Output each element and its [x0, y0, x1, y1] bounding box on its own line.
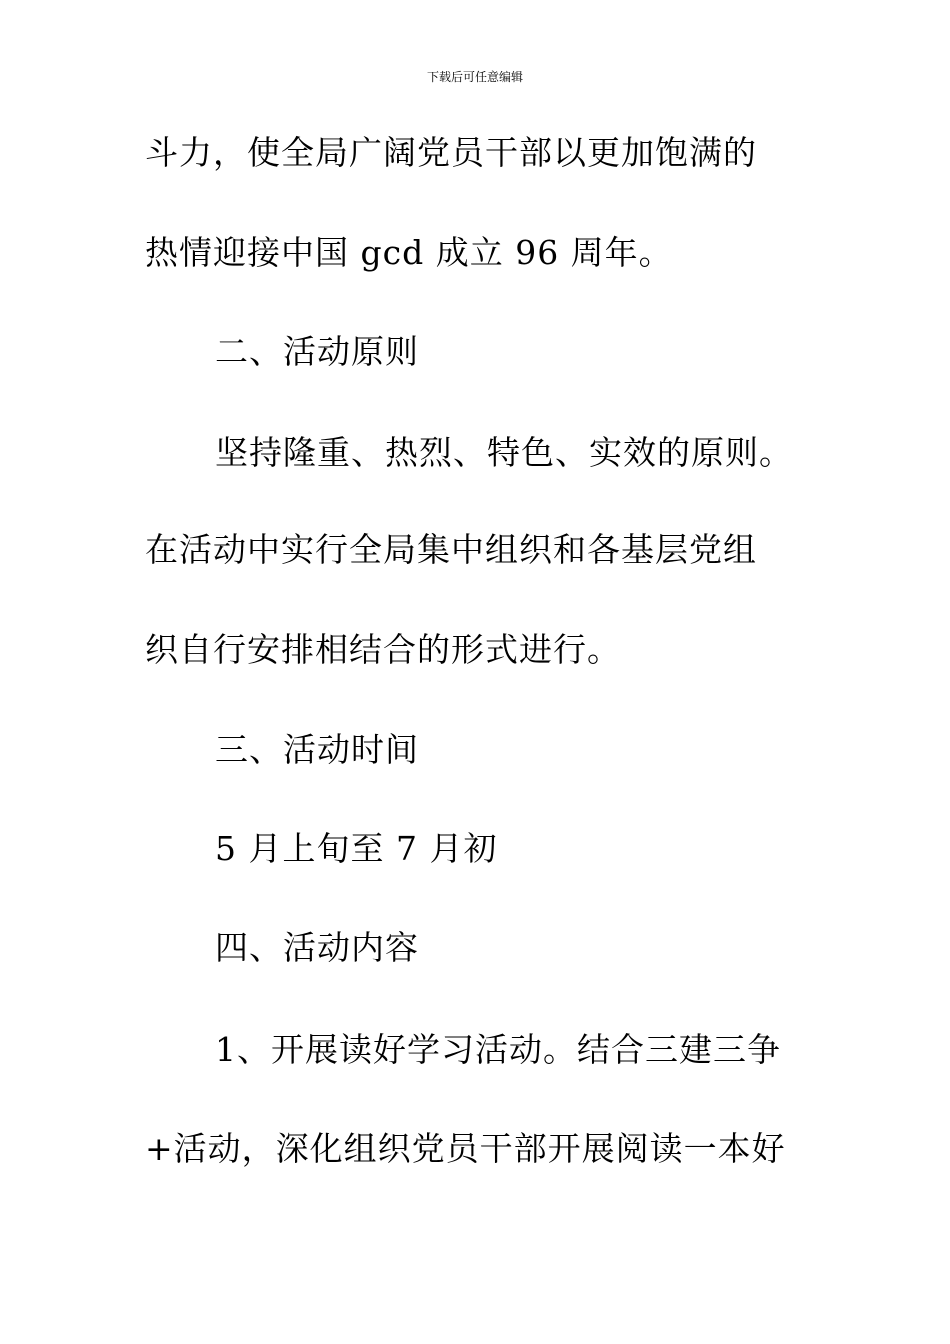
section-heading: 四、活动内容 [215, 928, 419, 967]
section-heading: 二、活动原则 [215, 332, 419, 371]
body-line: +活动，深化组织党员干部开展阅读一本好 [145, 1129, 786, 1168]
section-heading: 三、活动时间 [215, 730, 419, 769]
body-line: 1、开展读好学习活动。结合三建三争 [215, 1030, 781, 1069]
body-line: 5 月上旬至 7 月初 [215, 829, 498, 868]
body-line: 坚持隆重、热烈、特色、实效的原则。 [215, 433, 793, 472]
body-line: 织自行安排相结合的形式进行。 [145, 630, 621, 669]
body-line: 热情迎接中国 gcd 成立 96 周年。 [145, 233, 673, 272]
body-line: 在活动中实行全局集中组织和各基层党组 [145, 530, 757, 569]
body-line: 斗力，使全局广阔党员干部以更加饱满的 [145, 133, 757, 172]
header-note: 下载后可任意编辑 [426, 70, 523, 84]
